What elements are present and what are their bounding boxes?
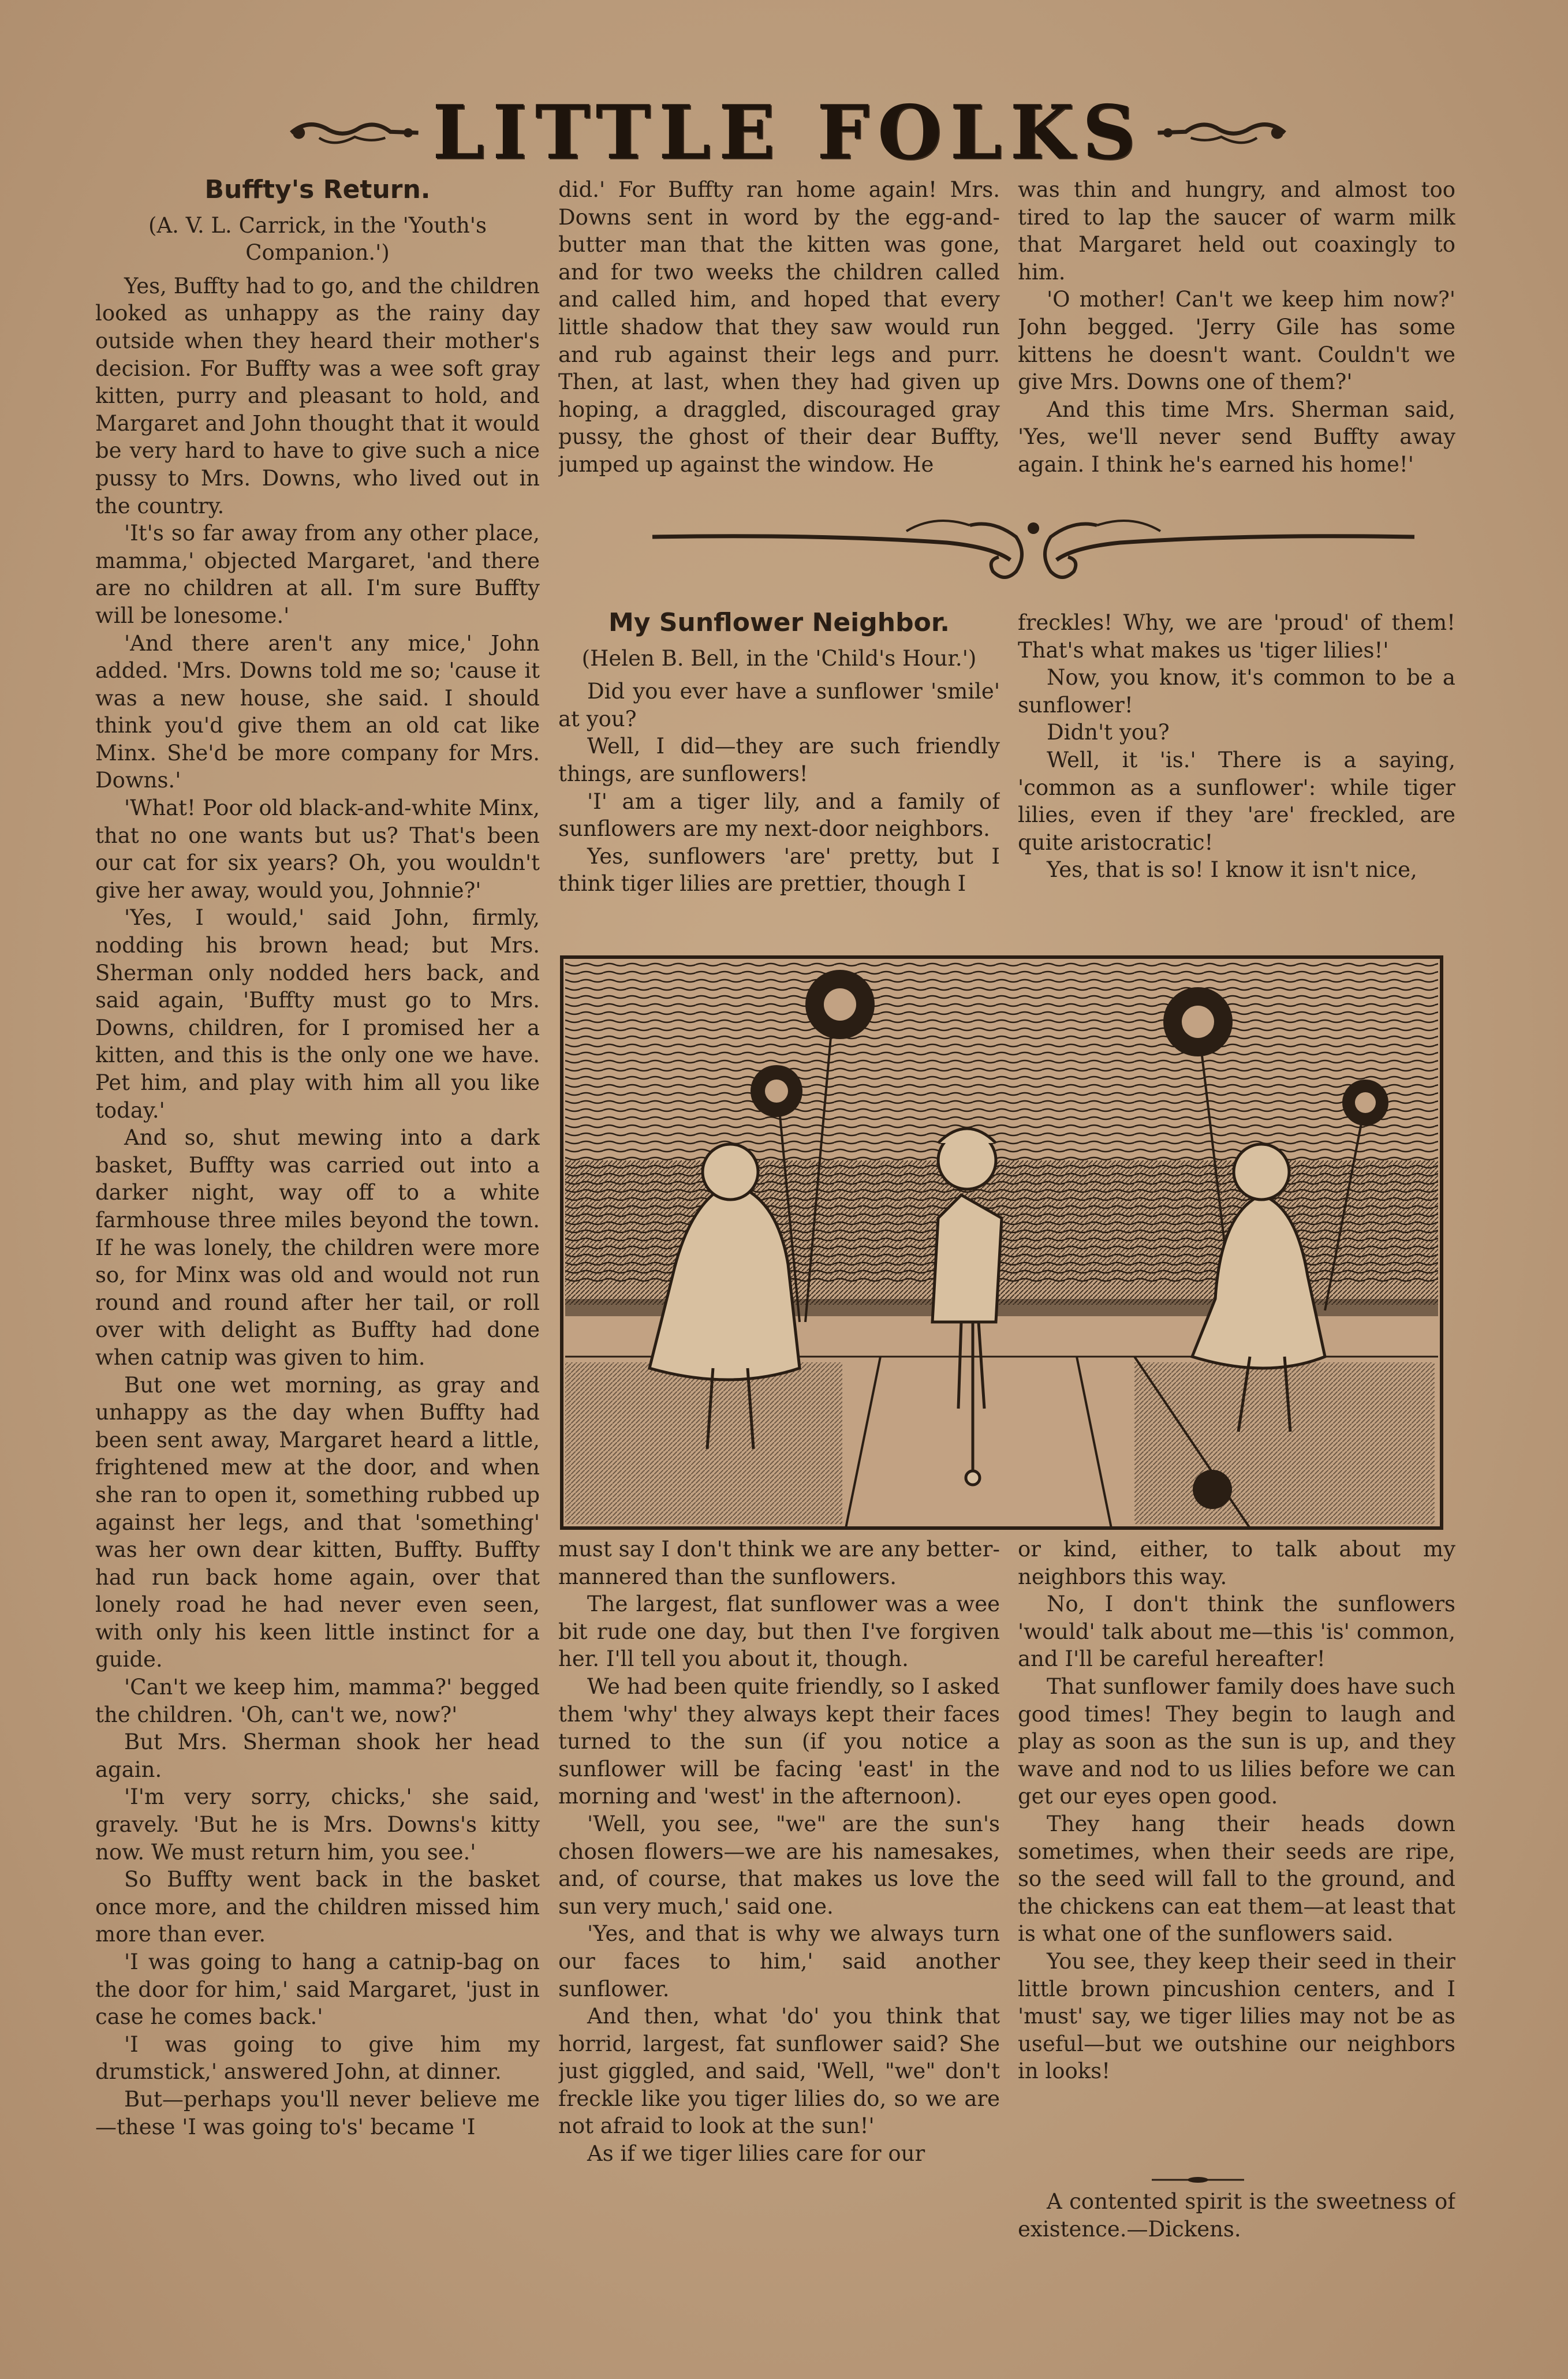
story1-paragraph: 'O mother! Can't we keep him now?' John begged. 'Jerry Gile has some kittens he doesn't want. Couldn't we give Mrs. Downs one of them?' xyxy=(1018,287,1455,395)
story2-paragraph: or kind, either, to talk about my neighbors this way. xyxy=(1018,1537,1455,1589)
story1-paragraph: was thin and hungry, and almost too tired to lap the saucer of warm milk that Margaret held out coaxingly to him. xyxy=(1018,177,1455,285)
scroll-divider-ornament xyxy=(647,502,1420,606)
masthead xyxy=(289,87,1287,179)
masthead-title: LITTLE FOLKS xyxy=(432,89,1144,176)
story1-paragraph: 'And there aren't any mice,' John added. 'Mrs. Downs told me so; 'cause it was a new house, she said. I should think you'd give them an old cat like Minx. She'd be more company for Mrs. Downs.' xyxy=(95,630,540,793)
sunflower-garden-illustration xyxy=(557,953,1446,1533)
story1-column-1 xyxy=(95,176,540,2266)
story2-paragraph: 'Well, you see, "we" are the sun's chosen flowers—we are his namesakes, and, of course, that makes us love the sun very much,' said one. xyxy=(558,1811,1000,1919)
story1-paragraph: 'It's so far away from any other place, mamma,' objected Margaret, 'and there are no children at all. I'm sure Buffty will be lonesome.' xyxy=(95,521,540,628)
story1-paragraph: 'I was going to hang a catnip-bag on the door for him,' said Margaret, 'just in case he comes back.' xyxy=(95,1949,540,2030)
story1-byline: (A. V. L. Carrick, in the 'Youth's Companion.') xyxy=(148,212,487,266)
story2-paragraph: Now, you know, it's common to be a sunflower! xyxy=(1018,665,1455,718)
story1-paragraph: And so, shut mewing into a dark basket, Buffty was carried out into a darker night, way off to a white farmhouse three miles beyond the town. If he was lonely, the children were more so, for Minx was old and would not run round and round after her tail, or roll over with delight as Buffty had done when catnip was given to him. xyxy=(95,1125,540,1370)
story2-paragraph: We had been quite friendly, so I asked them 'why' they always kept their faces turned to the sun (if you notice a sunflower will be facing 'east' in the morning and 'west' in the afternoon). xyxy=(558,1674,1000,1809)
story2-paragraph: Didn't you? xyxy=(1047,720,1170,745)
story2-paragraph: 'I' am a tiger lily, and a family of sunflowers are my next-door neighbors. xyxy=(558,789,1000,842)
story1-column-3 xyxy=(1018,176,1455,522)
story1-paragraph: 'I was going to give him my drumstick,' answered John, at dinner. xyxy=(95,2031,540,2085)
story1-paragraph: 'Yes, I would,' said John, firmly, nodding his brown head; but Mrs. Sherman only nodded hers back, and said again, 'Buffty must go to Mrs. Downs, children, for I promised her a kitten, and this is the only one we have. Pet him, and play with him all you like today.' xyxy=(95,905,540,1123)
story2-paragraph: Well, I did—they are such friendly things, are sunflowers! xyxy=(558,734,1000,786)
story1-paragraph: Yes, Buffty had to go, and the children looked as unhappy as the rainy day outside when they heard their mother's decision. For Buffty was a wee soft gray kitten, purry and pleasant to hold, and Margaret and John thought that it would be very hard to have to give such a nice pussy to Mrs. Downs, who lived out in the country. xyxy=(95,273,540,518)
story2-paragraph: The largest, flat sunflower was a wee bit rude one day, but then I've forgiven her. I'll tell you about it, though. xyxy=(558,1592,1000,1672)
story2-byline: (Helen B. Bell, in the 'Child's Hour.') xyxy=(581,645,977,671)
story2-bottom-column-3 xyxy=(1018,1536,1455,2266)
short-divider-rule xyxy=(1152,2176,1244,2183)
story2-paragraph: Well, it 'is.' There is a saying, 'common as a sunflower': while tiger lilies, even if they 'are' freckled, are quite aristocratic! xyxy=(1018,747,1455,855)
story2-paragraph: Yes, sunflowers 'are' pretty, but I think tiger lilies are prettier, though I xyxy=(558,843,1000,897)
story1-paragraph: So Buffty went back in the basket once more, and the children missed him more than ever. xyxy=(95,1867,540,1947)
story2-paragraph: must say I don't think we are any better-mannered than the sunflowers. xyxy=(558,1537,1000,1589)
story1-paragraph: 'I'm very sorry, chicks,' she said, gravely. 'But he is Mrs. Downs's kitty now. We must return him, you see.' xyxy=(95,1784,540,1865)
story2-paragraph: You see, they keep their seed in their little brown pincushion centers, and I 'must' say, we tiger lilies may not be as useful—but we outshine our neighbors in looks! xyxy=(1018,1948,1455,2084)
story2-paragraph: And then, what 'do' you think that horrid, largest, fat sunflower said? She just giggled, and said, 'Well, "we" don't freckle like you tiger lilies do, so we are not afraid to look at the sun!' xyxy=(558,2004,1000,2139)
story2-paragraph: As if we tiger lilies care for our xyxy=(587,2141,925,2167)
story2-paragraph: That sunflower family does have such good times! They begin to laugh and play as soon as the sun is up, and they wave and nod to us lilies before we can get our eyes open good. xyxy=(1018,1674,1455,1809)
story1-paragraph: And this time Mrs. Sherman said, 'Yes, we'll never send Buffty away again. I think he's earned his home!' xyxy=(1018,397,1455,477)
story1-paragraph: But one wet morning, as gray and unhappy as the day when Buffty had been sent away, Margaret heard a little, frightened mew at the door, and when she ran to open it, something rubbed up against her legs, and that 'something' was her own dear kitten, Buffty. Buffty had run back home again, over that lonely road he had never even seen, with only his keen little instinct for a guide. xyxy=(95,1372,540,1672)
left-flourish-ornament xyxy=(289,110,421,156)
story1-title: Buffty's Return. xyxy=(204,176,431,204)
story2-paragraph: Did you ever have a sunflower 'smile' at you? xyxy=(558,679,1000,731)
story2-paragraph: Yes, that is so! I know it isn't nice, xyxy=(1047,857,1417,883)
story1-column-2 xyxy=(558,176,1000,522)
story2-column-2 xyxy=(558,609,1000,947)
story1-paragraph: But—perhaps you'll never believe me —these 'I was going to's' became 'I xyxy=(95,2086,540,2139)
story1-paragraph: But Mrs. Sherman shook her head again. xyxy=(95,1730,540,1782)
story2-title: My Sunflower Neighbor. xyxy=(608,609,950,637)
right-flourish-ornament xyxy=(1155,110,1287,156)
dickens-quote xyxy=(1018,2188,1455,2257)
story2-paragraph: freckles! Why, we are 'proud' of them! That's what makes us 'tiger lilies!' xyxy=(1018,610,1455,663)
story2-paragraph: They hang their heads down sometimes, when their seeds are ripe, so the seed will fall to the ground, and the chickens can eat them—at least that is what one of the sunflowers said. xyxy=(1018,1811,1455,1947)
story2-column-3 xyxy=(1018,609,1455,947)
story1-paragraph: did.' For Buffty ran home again! Mrs. Downs sent in word by the egg-and-butter man that the kitten was gone, and for two weeks the children called and called him, and hoped that every little shadow that they saw would run and rub against their legs and purr. Then, at last, when they had given up hoping, a draggled, discouraged gray pussy, the ghost of their dear Buffty, jumped up against the window. He xyxy=(558,177,1000,477)
story2-paragraph: 'Yes, and that is why we always turn our faces to him,' said another sunflower. xyxy=(558,1921,1000,2001)
story1-paragraph: 'What! Poor old black-and-white Minx, that no one wants but us? That's been our cat for six years? Oh, you wouldn't give her away, would you, Johnnie?' xyxy=(95,796,540,903)
quote-text: A contented spirit is the sweetness of existence.—Dickens. xyxy=(1018,2189,1455,2242)
story2-bottom-column-2 xyxy=(558,1536,1000,2266)
story2-paragraph: No, I don't think the sunflowers 'would' talk about me—this 'is' common, and I'll be careful hereafter! xyxy=(1018,1592,1455,1672)
story1-paragraph: 'Can't we keep him, mamma?' begged the children. 'Oh, can't we, now?' xyxy=(95,1675,540,1727)
